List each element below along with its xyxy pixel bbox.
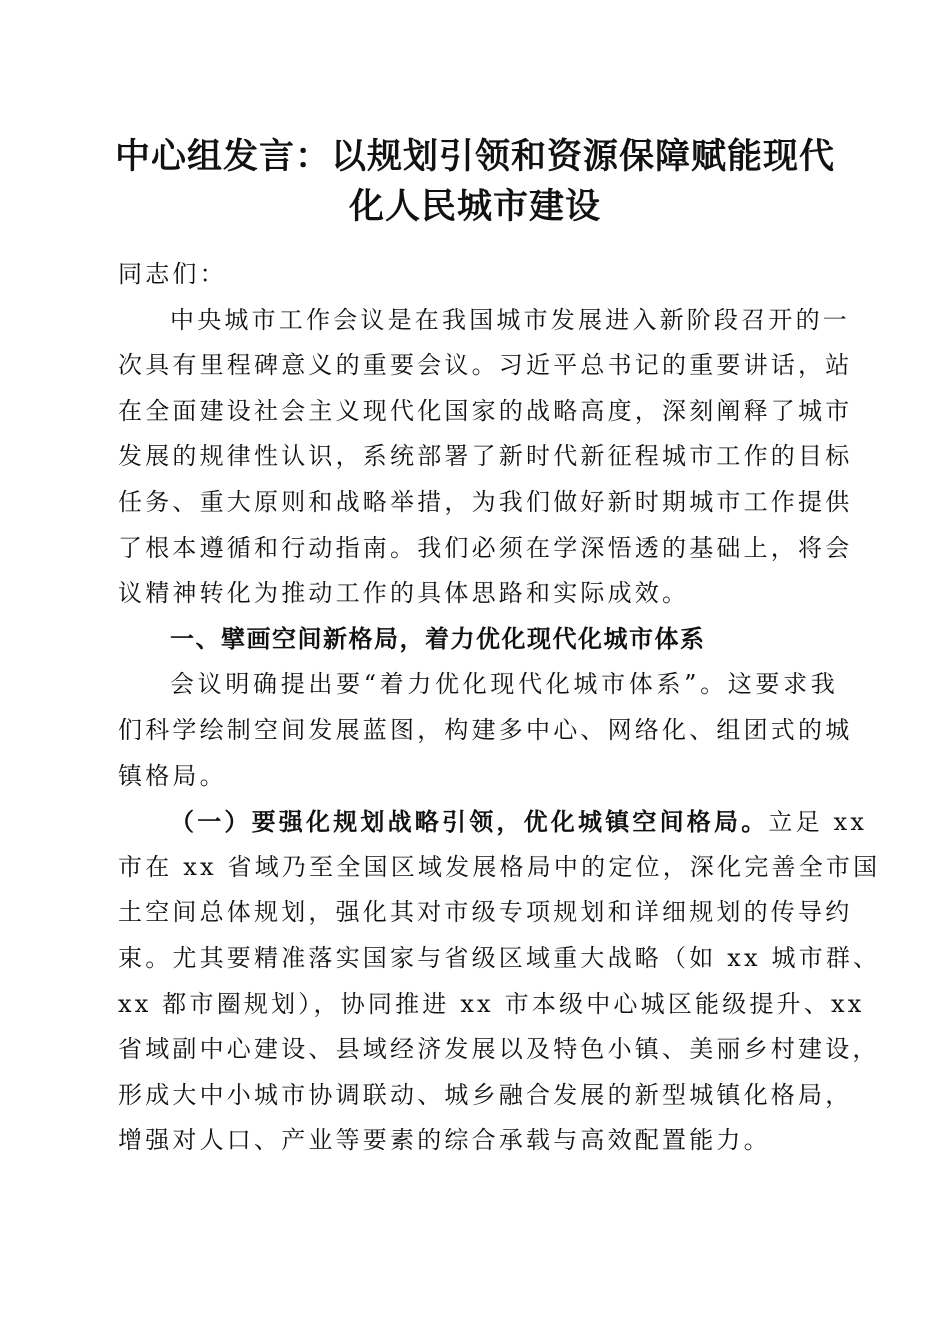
- section-heading: 一、擘画空间新格局，着力优化现代化城市体系: [170, 624, 706, 653]
- paragraph-line: 省域副中心建设、县域经济发展以及特色小镇、美丽乡村建设，: [118, 1035, 880, 1064]
- paragraph-line: 了根本遵循和行动指南。我们必须在学深悟透的基础上，将会: [118, 533, 853, 562]
- subsection-first-line: [118, 799, 868, 845]
- paragraph-line: 发展的规律性认识，系统部署了新时代新征程城市工作的目标: [118, 442, 853, 471]
- title-line-2: 化人民城市建设: [348, 186, 601, 227]
- paragraph-line: 会议明确提出要“着力优化现代化城市体系”。这要求我: [170, 670, 838, 699]
- paragraph-line: 议精神转化为推动工作的具体思路和实际成效。: [118, 579, 690, 608]
- paragraph-line: 形成大中小城市协调联动、城乡融合发展的新型城镇化格局，: [118, 1080, 853, 1109]
- document-title: [110, 132, 840, 232]
- salutation: 同志们：: [118, 260, 227, 288]
- paragraph-line: 市在 xx 省域乃至全国区域发展格局中的定位，深化完善全市国: [118, 852, 881, 881]
- paragraph-line: 土空间总体规划，强化其对市级专项规划和详细规划的传导约: [118, 898, 853, 927]
- paragraph-line: 束。尤其要精准落实国家与省级区域重大战略（如 xx 城市群、: [118, 943, 881, 972]
- document-body: [118, 252, 881, 1164]
- subsection-text: 立足 xx: [768, 808, 868, 837]
- paragraph-line: 中央城市工作会议是在我国城市发展进入新阶段召开的一: [170, 305, 850, 334]
- paragraph-line: 任务、重大原则和战略举措，为我们做好新时期城市工作提供: [118, 487, 853, 516]
- paragraph-line: 们科学绘制空间发展蓝图，构建多中心、网络化、组团式的城: [118, 715, 853, 744]
- paragraph-line: 次具有里程碑意义的重要会议。习近平总书记的重要讲话，站: [118, 351, 853, 380]
- paragraph-line: 在全面建设社会主义现代化国家的战略高度，深刻阐释了城市: [118, 396, 853, 425]
- paragraph-line: 增强对人口、产业等要素的综合承载与高效配置能力。: [118, 1126, 771, 1155]
- paragraph-line: xx 都市圈规划），协同推进 xx 市本级中心城区能级提升、xx: [118, 989, 865, 1018]
- subsection-heading: （一）要强化规划战略引领，优化城镇空间格局。: [170, 807, 769, 837]
- paragraph-line: 镇格局。: [118, 761, 227, 790]
- title-line-1: 中心组发言：以规划引领和资源保障赋能现代: [114, 136, 835, 177]
